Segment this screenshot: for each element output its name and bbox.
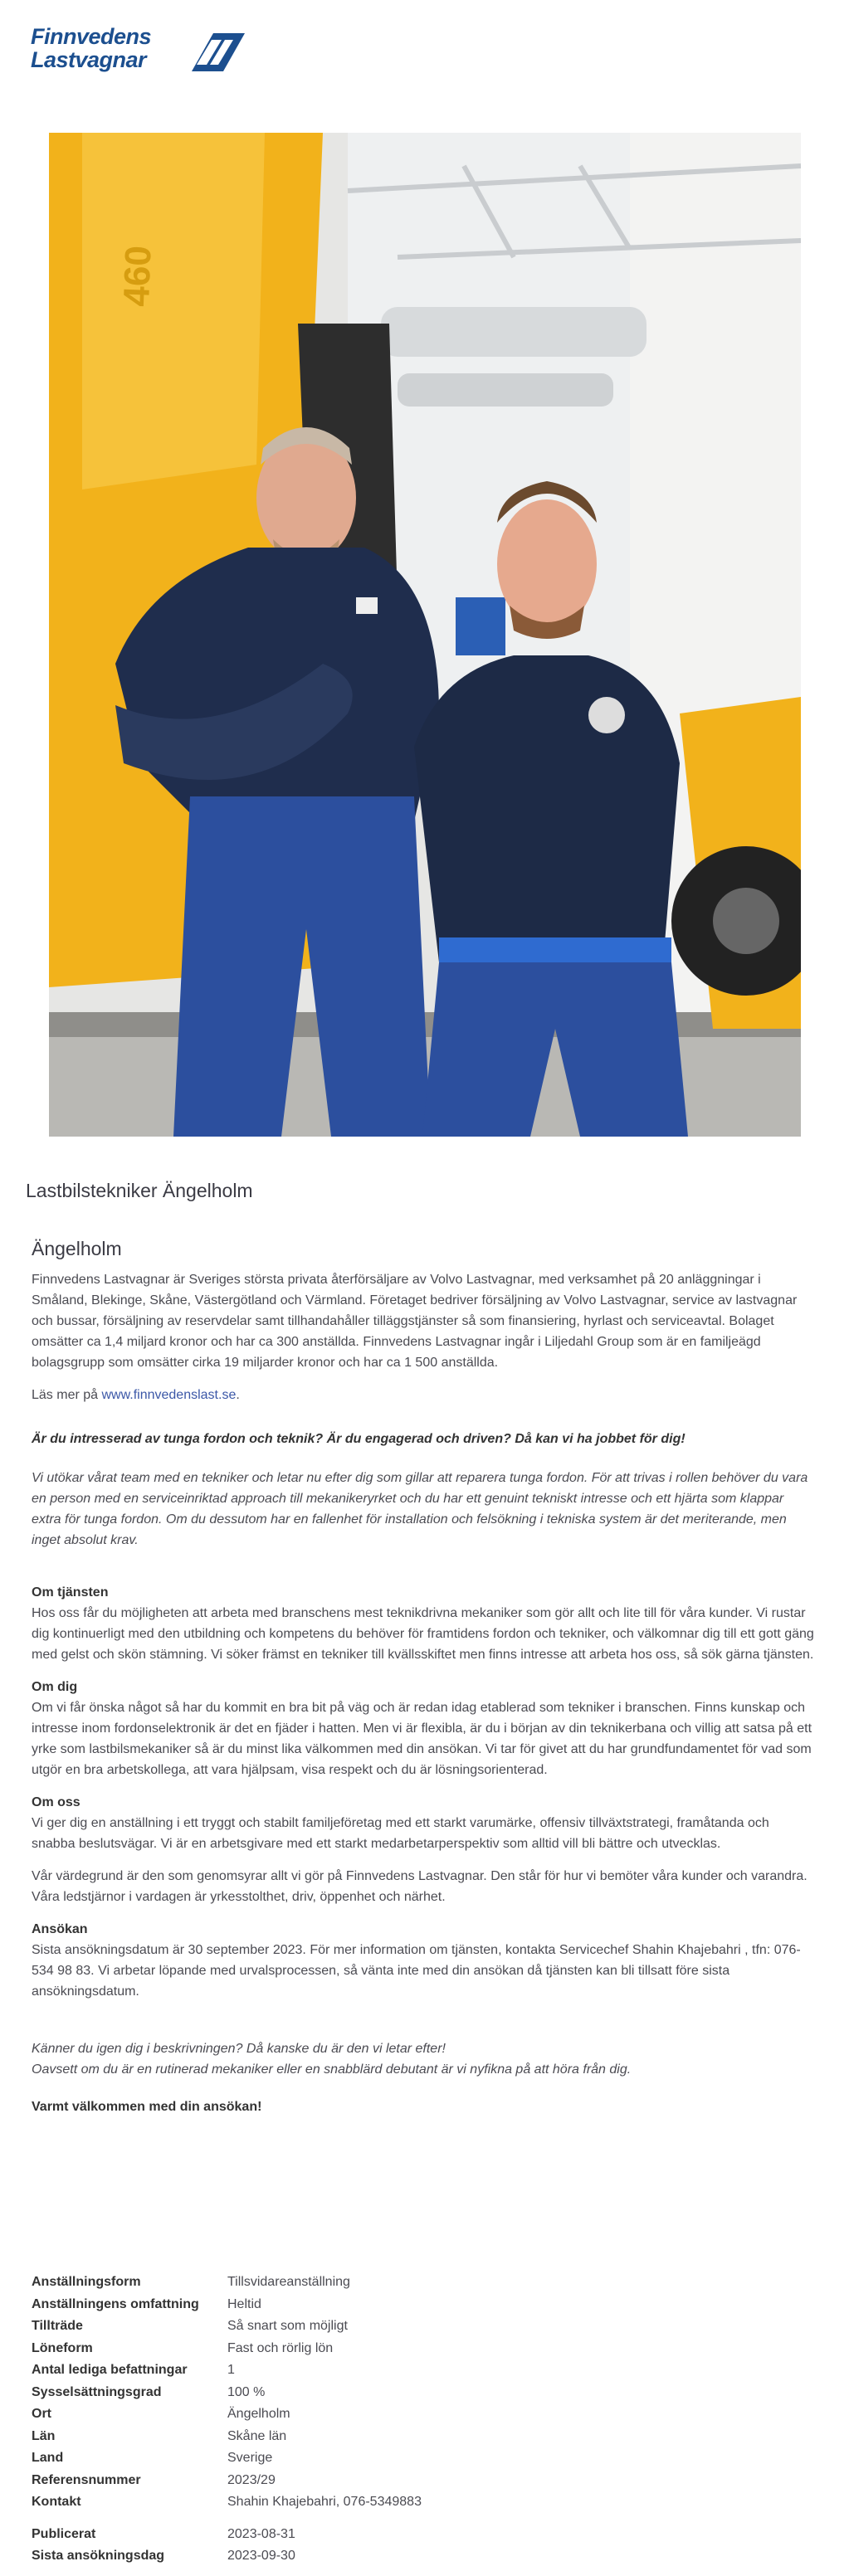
fact-row: Ort Ängelholm <box>32 2407 290 2421</box>
lead-question: Är du intresserad av tunga fordon och teknik? Är du engagerad och driven? Då kan vi ha jobbet för dig! <box>32 1432 686 1446</box>
closing-line-1: Känner du igen dig i beskrivningen? Då kanske du är den vi letar efter! <box>32 2042 446 2056</box>
fact-row: Antal lediga befattningar 1 <box>32 2363 235 2377</box>
logo-stripes-icon <box>180 32 246 73</box>
section-heading-tjansten: Om tjänsten <box>32 1585 109 1600</box>
date-row: Publicerat 2023-08-31 <box>32 2526 295 2541</box>
section-heading-oss: Om oss <box>32 1795 81 1809</box>
job-facts-table <box>32 2272 422 2568</box>
company-intro: Finnvedens Lastvagnar är Sveriges största privata återförsäljare av Volvo Lastvagnar, med verksamhet på 20 anläggningar i Småland, Blekinge, Skåne, Västergötland och Värmland. Företaget bedriver försäljning av Volvo Lastvagnar, service av lastvagnar och bussar, försäljning av reservdelar samt tillhandahåller tilläggstjänster så som finansiering, hyrlast och serviceavtal. Bolaget omsätter ca 1,4 miljard kronor och har ca 300 anställda. Finnvedens Lastvagnar ingår i Liljedahl Group som är en familjeägd bolagsgrupp som omsätter cirka 19 miljarder kronor och har ca 1 500 anställda. <box>32 1273 798 1370</box>
website-link[interactable]: www.finnvedenslast.se <box>101 1388 237 1402</box>
logo-line-2: Lastvagnar <box>31 47 147 72</box>
section-heading-dig: Om dig <box>32 1680 78 1694</box>
section-heading-ansokan: Ansökan <box>32 1922 88 1936</box>
fact-row: Land Sverige <box>32 2451 273 2465</box>
fact-row: Tillträde Så snart som möjligt <box>32 2319 348 2333</box>
fact-row: Sysselsättningsgrad 100 % <box>32 2384 266 2399</box>
fact-row: Referensnummer 2023/29 <box>32 2472 276 2487</box>
closing-line-2: Oavsett om du är en rutinerad mekaniker eller en snabblärd debutant är vi nyfikna på att höra från dig. <box>32 2062 632 2077</box>
fact-row: Kontakt Shahin Khajebahri, 076-5349883 <box>32 2495 422 2509</box>
section-text-oss: Vi ger dig en anställning i ett tryggt och stabilt familjeföretag med ett starkt varumärke, offensiv tillväxtstrategi, framåtanda och snabba beslutsvägar. Vi är en arbetsgivare med ett starkt medarbetarperspektiv som alltid vill bli bättre och utvecklas. <box>32 1816 769 1851</box>
job-description <box>32 1236 815 2129</box>
company-logo[interactable] <box>31 25 222 76</box>
read-more: Läs mer på www.finnvedenslast.se. <box>32 1388 240 1402</box>
hero-photo <box>49 133 801 1137</box>
welcome-text: Varmt välkommen med din ansökan! <box>32 2100 262 2114</box>
location-heading: Ängelholm <box>32 1238 122 1259</box>
fact-row: Löneform Fast och rörlig lön <box>32 2340 334 2355</box>
fact-row: Anställningsform Tillsvidareanställning <box>32 2275 350 2289</box>
page-title: Lastbilstekniker Ängelholm <box>26 1180 253 1201</box>
fact-row: Län Skåne län <box>32 2428 287 2443</box>
lead-text: Vi utökar vårat team med en tekniker och letar nu efter dig som gillar att reparera tunga fordon. För att trivas i rollen behöver du vara en person med en serviceinriktad approach till mekanikeryrket och du har ett genuint tekniskt intresse och ett hjärta som klappar extra för tunga fordon. Om du dessutom har en fallenhet för installation och felsökning i tekniska system är det meriterande, men inget absolut krav. <box>32 1471 808 1547</box>
logo-line-1: Finnvedens <box>31 24 152 49</box>
date-row: Sista ansökningsdag 2023-09-30 <box>32 2549 295 2563</box>
section-text-tjansten: Hos oss får du möjligheten att arbeta med branschens mest teknikdrivna mekaniker som gör allt och lite till för våra kunder. Vi rustar dig kontinuerligt med den utbildning och kompetens du behöver för framtidens fordon och tekniker, och välkomnar dig till ett gott gäng med gelst och skön stämning. Vi söker främst en tekniker till kvällsskiftet men finns intresse att arbeta hos oss, så sök gärna tjänsten. <box>32 1606 814 1662</box>
truck-badge: 460 <box>116 245 159 308</box>
section-text-dig: Om vi får önska något så har du kommit en bra bit på väg och är redan idag etablerad som tekniker i branschen. Finns kunskap och intresse inom fordonselektronik är det en fjäder i hatten. Men vi är flexibla, är du i början av din teknikerbana och villig att satsa på ett yrke som lastbilsmekaniker så är du minst lika välkommen med din ansökan. Vi tar för givet att du har grundfundamentet för vad som utgör en bra arbetskollega, att vara hjälpsam, visa respekt och du är lösningsorienterad. <box>32 1701 812 1777</box>
table-spacer <box>32 2514 422 2524</box>
fact-row: Anställningens omfattning Heltid <box>32 2296 261 2311</box>
section-text-ansokan: Sista ansökningsdatum är 30 september 2023. För mer information om tjänsten, kontakta Servicechef Shahin Khajebahri , tfn: 076-534 98 83. Vi arbetar löpande med urvalsprocessen, så vänta inte med din ansökan då tjänsten kan bli tillsatt före sista ansökningsdatum. <box>32 1943 801 1999</box>
section-text-values: Vår värdegrund är den som genomsyrar allt vi gör på Finnvedens Lastvagnar. Den står för hur vi bemöter våra kunder och varandra. Våra ledstjärnor i vardagen är yrkesstolthet, driv, öppenhet och närhet. <box>32 1869 808 1904</box>
logo-wordmark <box>31 25 151 71</box>
